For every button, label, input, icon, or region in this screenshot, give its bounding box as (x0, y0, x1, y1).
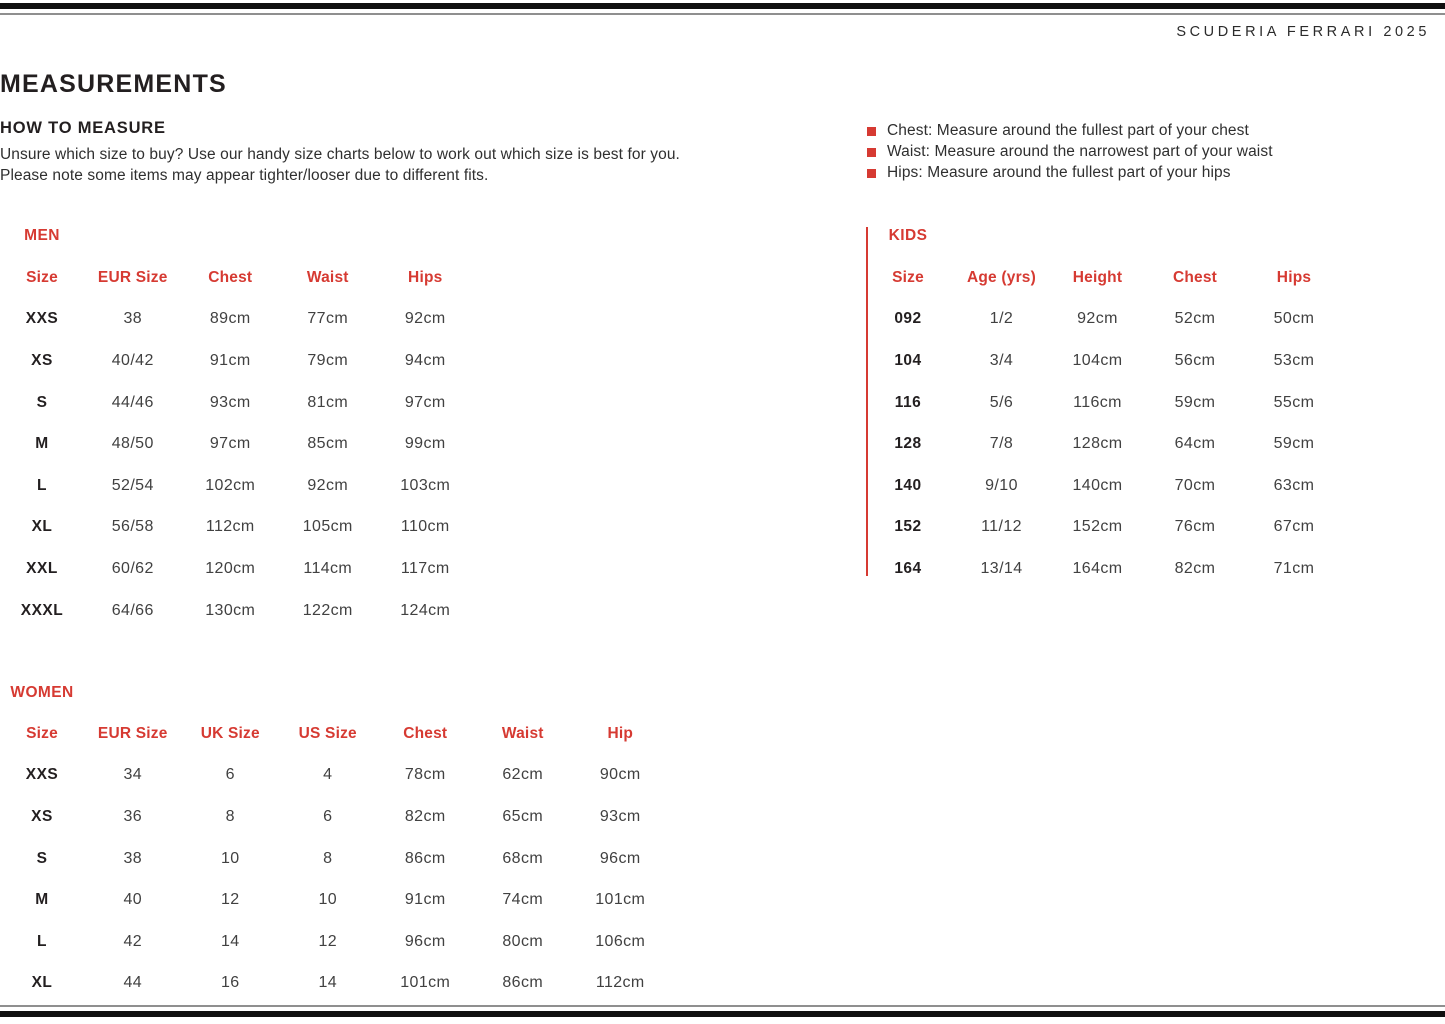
measurement-cell: 3/4 (989, 351, 1014, 369)
size-cell: L (37, 932, 47, 950)
measurement-cell: 86cm (502, 974, 544, 992)
measurement-cell: 85cm (307, 435, 349, 453)
measurement-cell: 114cm (303, 559, 353, 577)
size-cell: M (35, 891, 49, 909)
page-title: MEASUREMENTS (0, 70, 227, 98)
measurement-cell: 128cm (1072, 435, 1123, 453)
measurement-cell: 117cm (400, 559, 450, 577)
column-header: Size (26, 268, 58, 286)
measurement-cell: 16 (220, 974, 240, 992)
measurement-cell: 101cm (400, 974, 451, 992)
measurement-cell: 12 (220, 891, 240, 909)
measurement-cell: 93cm (599, 807, 641, 825)
kids-table-title: KIDS (888, 227, 928, 244)
measurement-cell: 10 (220, 849, 240, 867)
men-size-table (0, 257, 474, 631)
size-cell: 152 (894, 518, 922, 536)
column-header: Chest (208, 268, 253, 286)
measurement-cell: 64/66 (111, 601, 154, 619)
column-header: Size (26, 724, 58, 742)
measurement-cell: 59cm (1273, 435, 1315, 453)
column-header: Age (yrs) (967, 268, 1036, 286)
size-cell: S (36, 393, 48, 411)
measurement-cell: 65cm (502, 807, 544, 825)
measurement-cell: 12 (318, 932, 338, 950)
measurement-cell: 53cm (1273, 351, 1315, 369)
measurement-cell: 7/8 (989, 435, 1014, 453)
measurement-cell: 11/12 (981, 518, 1022, 536)
size-cell: XXL (26, 559, 58, 577)
measurement-cell: 5/6 (989, 393, 1014, 411)
measurement-cell: 90cm (599, 766, 641, 784)
measurement-cell: 101cm (595, 891, 646, 909)
size-cell: XL (31, 518, 53, 536)
measurement-cell: 96cm (404, 932, 446, 950)
measurement-cell: 52cm (1174, 310, 1216, 328)
kids-size-table (862, 257, 1344, 590)
red-square-bullet-icon (867, 127, 876, 136)
tip-hips (867, 164, 1273, 185)
measurement-cell: 40 (123, 891, 143, 909)
measurement-cell: 71cm (1273, 559, 1315, 577)
column-header: Waist (306, 268, 349, 286)
measurement-cell: 140cm (1072, 476, 1123, 494)
measurement-cell: 64cm (1174, 435, 1216, 453)
measurement-cell: 55cm (1273, 393, 1315, 411)
column-header: Size (892, 268, 924, 286)
measurement-cell: 38 (123, 849, 143, 867)
measurement-cell: 44 (123, 974, 143, 992)
measurement-cell: 93cm (209, 393, 251, 411)
tip-chest-text: Chest: Measure around the fullest part of your chest (887, 122, 1249, 139)
measurement-cell: 36 (123, 807, 143, 825)
column-header: UK Size (200, 724, 260, 742)
measurement-cell: 10 (318, 891, 338, 909)
measurement-cell: 122cm (302, 601, 353, 619)
measurement-cell: 89cm (209, 310, 251, 328)
measuring-tips-list (867, 122, 1273, 185)
measurement-cell: 81cm (307, 393, 349, 411)
how-to-measure-section (0, 119, 680, 186)
measurement-cell: 130cm (205, 601, 256, 619)
top-thick-rule (0, 3, 1445, 9)
column-header: Hip (607, 724, 634, 742)
column-header: EUR Size (97, 724, 168, 742)
measurement-cell: 91cm (209, 351, 251, 369)
measurement-cell: 112cm (595, 974, 645, 992)
tip-waist (867, 143, 1273, 164)
measurement-cell: 76cm (1174, 518, 1216, 536)
measurement-cell: 44/46 (111, 393, 154, 411)
how-to-measure-heading: HOW TO MEASURE (0, 119, 166, 137)
measurement-cell: 116cm (1073, 393, 1122, 411)
men-table-title: MEN (24, 227, 60, 244)
measurement-cell: 60/62 (111, 559, 154, 577)
column-header: Waist (501, 724, 544, 742)
size-cell: XXS (25, 310, 59, 328)
measurement-cell: 34 (123, 766, 143, 784)
measurement-cell: 52/54 (111, 476, 154, 494)
size-cell: 128 (894, 435, 922, 453)
measurement-cell: 120cm (205, 559, 256, 577)
measurement-cell: 1/2 (989, 310, 1014, 328)
measurement-cell: 56/58 (111, 518, 154, 536)
measurement-cell: 13/14 (980, 559, 1023, 577)
measurement-cell: 110cm (400, 518, 450, 536)
size-cell: XXXL (20, 601, 64, 619)
bottom-thick-rule (0, 1011, 1445, 1017)
measurement-cell: 40/42 (111, 351, 154, 369)
measurement-cell: 63cm (1273, 476, 1315, 494)
measurement-cell: 8 (225, 807, 235, 825)
measurement-cell: 56cm (1174, 351, 1216, 369)
how-to-measure-line1: Unsure which size to buy? Use our handy size charts below to work out which size is best for you. (0, 146, 680, 163)
measurement-cell: 92cm (1077, 310, 1118, 328)
measurement-cell: 94cm (404, 351, 446, 369)
measurement-cell: 164cm (1072, 559, 1123, 577)
brand-text: SCUDERIA FERRARI 2025 (1176, 24, 1430, 40)
measurement-cell: 82cm (404, 807, 446, 825)
women-table-title: WOMEN (10, 684, 74, 701)
size-cell: XL (31, 974, 53, 992)
measurement-cell: 67cm (1273, 518, 1315, 536)
measurement-cell: 112cm (205, 518, 255, 536)
measurement-cell: 99cm (404, 435, 446, 453)
measurement-cell: 14 (318, 974, 338, 992)
column-header: Hips (408, 268, 443, 286)
measurement-cell: 74cm (502, 891, 544, 909)
tip-hips-text: Hips: Measure around the fullest part of your hips (887, 164, 1231, 181)
column-header: Hips (1276, 268, 1312, 286)
measurement-cell: 124cm (400, 601, 451, 619)
measurement-cell: 91cm (404, 891, 446, 909)
size-cell: XS (31, 351, 53, 369)
measurement-cell: 82cm (1174, 559, 1216, 577)
measurement-cell: 8 (323, 849, 333, 867)
how-to-measure-line2: Please note some items may appear tighter/looser due to different fits. (0, 167, 489, 184)
size-cell: S (36, 849, 48, 867)
measurement-cell: 97cm (404, 393, 446, 411)
women-size-table (0, 713, 669, 1004)
column-header: EUR Size (97, 268, 168, 286)
measurement-cell: 79cm (307, 351, 349, 369)
measurement-cell: 80cm (502, 932, 544, 950)
column-header: Height (1072, 268, 1123, 286)
column-header: Chest (1172, 268, 1218, 286)
measurement-cell: 50cm (1273, 310, 1315, 328)
measurement-cell: 6 (225, 766, 235, 784)
measurement-cell: 9/10 (985, 476, 1018, 494)
size-cell: 164 (894, 559, 922, 577)
size-cell: 092 (894, 310, 922, 328)
measurement-cell: 96cm (599, 849, 641, 867)
tip-waist-text: Waist: Measure around the narrowest part of your waist (887, 143, 1273, 160)
bottom-thin-rule (0, 1005, 1445, 1007)
measurement-cell: 38 (123, 310, 143, 328)
size-cell: 116 (894, 393, 922, 411)
measurement-cell: 4 (323, 766, 333, 784)
measurement-cell: 78cm (404, 766, 446, 784)
measurement-cell: 6 (323, 807, 333, 825)
size-cell: L (37, 476, 47, 494)
measurement-cell: 86cm (404, 849, 446, 867)
measurement-cell: 102cm (205, 476, 256, 494)
column-header: US Size (298, 724, 357, 742)
measurement-cell: 59cm (1174, 393, 1216, 411)
size-cell: XXS (25, 766, 59, 784)
measurement-cell: 70cm (1174, 476, 1216, 494)
measurement-cell: 42 (123, 932, 143, 950)
measurement-cell: 48/50 (111, 435, 154, 453)
size-cell: XS (31, 807, 53, 825)
measurement-cell: 92cm (404, 310, 446, 328)
tip-chest (867, 122, 1273, 143)
measurement-cell: 104cm (1072, 351, 1123, 369)
measurement-cell: 14 (220, 932, 240, 950)
top-thin-rule (0, 13, 1445, 15)
measurement-cell: 152cm (1072, 518, 1123, 536)
red-square-bullet-icon (867, 169, 876, 178)
column-header: Chest (403, 724, 448, 742)
measurement-cell: 62cm (502, 766, 544, 784)
measurement-cell: 68cm (502, 849, 544, 867)
measurement-cell: 106cm (595, 932, 646, 950)
measurement-cell: 92cm (307, 476, 349, 494)
red-square-bullet-icon (867, 148, 876, 157)
size-cell: M (35, 435, 49, 453)
measurement-cell: 77cm (307, 310, 349, 328)
size-cell: 140 (894, 476, 922, 494)
measurement-cell: 97cm (209, 435, 251, 453)
measurement-cell: 105cm (302, 518, 353, 536)
size-cell: 104 (894, 351, 922, 369)
measurement-cell: 103cm (400, 476, 451, 494)
